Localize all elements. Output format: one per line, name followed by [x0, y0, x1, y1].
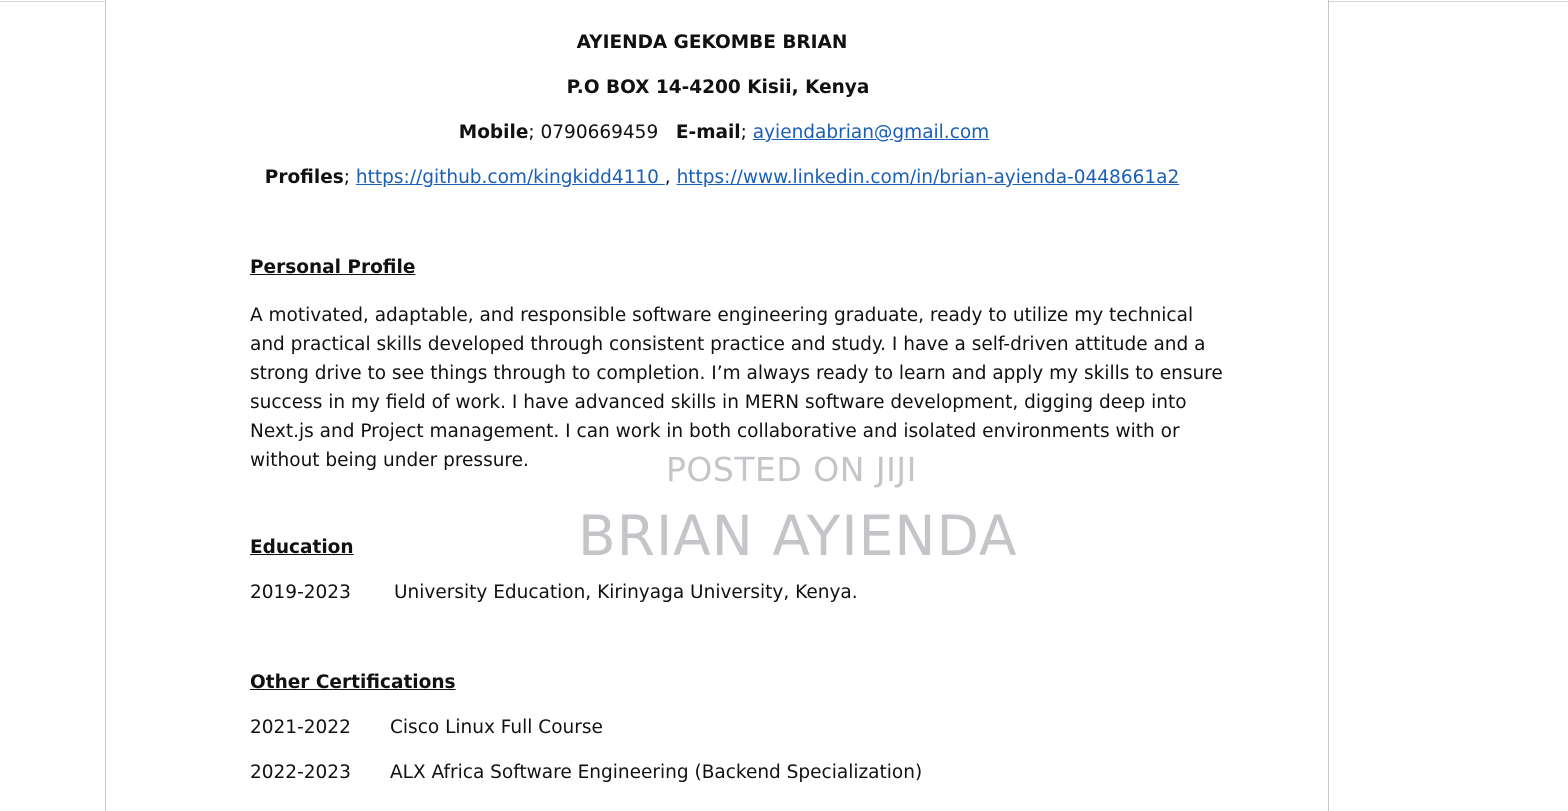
certification-years: 2022-2023 [250, 762, 351, 783]
email-separator: ; [740, 122, 753, 143]
mobile-separator: ; [528, 122, 541, 143]
education-entry [250, 582, 858, 603]
certification-entry [250, 717, 603, 738]
postal-address: P.O BOX 14-4200 Kisii, Kenya [566, 77, 870, 98]
paragraph-line: A motivated, adaptable, and responsible software engineering graduate, ready to utilize my technical [250, 305, 1194, 326]
certifications-heading: Other Certifications [250, 672, 456, 693]
document-page[interactable] [105, 0, 1329, 811]
profiles-line [111, 167, 1333, 188]
mobile-label: Mobile [458, 122, 529, 143]
github-link[interactable]: https://github.com/kingkidd4110 [355, 167, 665, 188]
email-link[interactable]: ayiendabrian@gmail.com [752, 122, 990, 143]
paragraph-line: and practical skills developed through consistent practice and study. I have a self-driven attitude and a [250, 334, 1206, 355]
watermark-name: BRIAN AYIENDA [578, 504, 1018, 568]
paragraph-line: strong drive to see things through to completion. I’m always ready to learn and apply my skills to ensure [250, 363, 1223, 384]
contact-line [113, 122, 1335, 143]
education-heading: Education [250, 537, 354, 558]
certification-entry [250, 762, 922, 783]
education-detail: University Education, Kirinyaga University, Kenya. [394, 582, 858, 603]
certification-detail: ALX Africa Software Engineering (Backend Specialization) [390, 762, 923, 783]
paragraph-line: without being under pressure. [250, 450, 529, 471]
personal-profile-paragraph [250, 301, 1223, 475]
certification-years: 2021-2022 [250, 717, 351, 738]
paragraph-line: success in my field of work. I have advanced skills in MERN software development, digging deep into [250, 392, 1187, 413]
certification-detail: Cisco Linux Full Course [390, 717, 603, 738]
profiles-separator: ; [343, 167, 356, 188]
email-label: E-mail [675, 122, 741, 143]
profiles-label: Profiles [264, 167, 344, 188]
watermark-posted-on: POSTED ON JIJI [666, 450, 917, 489]
profile-links-separator: , [664, 167, 677, 188]
contact-spacer [658, 122, 676, 143]
paragraph-line: Next.js and Project management. I can work in both collaborative and isolated environments with or [250, 421, 1180, 442]
personal-profile-heading: Personal Profile [250, 257, 416, 278]
mobile-number: 0790669459 [540, 122, 659, 143]
education-years: 2019-2023 [250, 582, 351, 603]
linkedin-link[interactable]: https://www.linkedin.com/in/brian-ayienda-0448661a2 [676, 167, 1180, 188]
candidate-name: AYIENDA GEKOMBE BRIAN [576, 32, 848, 53]
